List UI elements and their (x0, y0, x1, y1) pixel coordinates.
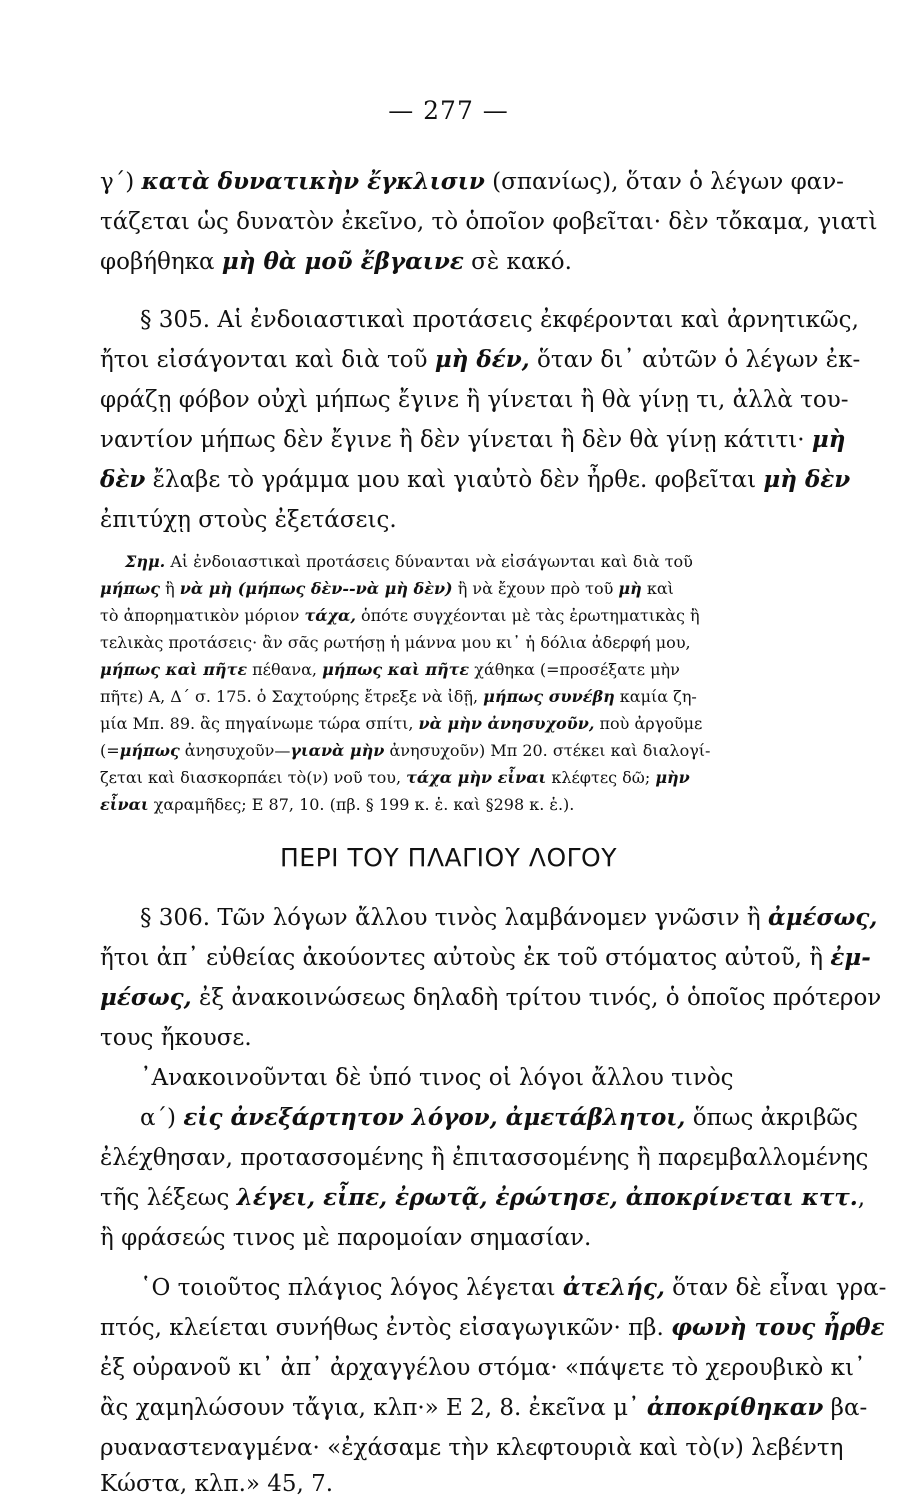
text-line (100, 1388, 868, 1428)
emphasis: μήπως καὶ πῆτε (100, 660, 248, 679)
text-run: ὅταν δι᾽ αὐτῶν ὁ λέγων ἐκ- (529, 347, 861, 373)
text-line: φράζῃ φόβον οὐχὶ μήπως ἔγινε ἢ γίνεται ἢ θὰ γίνῃ τι, ἀλλὰ του- (100, 387, 849, 413)
text-line (100, 1308, 885, 1348)
emphasis: μὴν (655, 768, 690, 787)
text-run: γ΄) (100, 169, 142, 195)
text-line (100, 420, 846, 460)
text-run: , (857, 1185, 866, 1211)
text-run: πέθανα, (247, 660, 323, 679)
text-run: § 306. Τῶν λόγων ἄλλου τινὸς λαμβάνομεν γνῶσιν ἢ (140, 905, 768, 931)
note-line (100, 658, 837, 682)
emphasis: μήπως (100, 579, 161, 598)
emphasis: γιανὰ μὴν (290, 741, 385, 760)
emphasis: τάχα, (304, 606, 356, 625)
emphasis: μὴ δὲν (763, 466, 851, 493)
emphasis: ἐμ- (830, 944, 871, 971)
text-run: (σπανίως), ὅταν ὁ λέγων φαν- (484, 169, 844, 195)
text-line (140, 898, 878, 938)
text-run: ὅταν δὲ εἶναι γρα- (664, 1275, 887, 1301)
note-line (125, 550, 837, 574)
emphasis: μὴ θὰ μοῦ ἔβγαινε (221, 248, 464, 275)
text-run: ἢ (160, 579, 180, 598)
emphasis: λέγει, εἶπε, ἐρωτᾷ, ἐρώτησε, ἀποκρίνεται κττ. (236, 1184, 858, 1211)
text-run: ἢ νὰ ἔχουν πρὸ τοῦ (452, 579, 619, 598)
note-line (100, 685, 837, 709)
text-run: χαραμῆδες; Ε 87, 10. (πβ. § 199 κ. ἑ. καὶ §298 κ. ἑ.). (148, 795, 575, 814)
text-run: α΄) (140, 1105, 184, 1131)
text-run: ναντίον μήπως δὲν ἔγινε ἢ δὲν γίνεται ἢ δὲν θὰ γίνῃ κάτιτι· (100, 427, 812, 453)
text-line (100, 242, 837, 282)
text-line: τάζεται ὡς δυνατὸν ἐκεῖνο, τὸ ὁποῖον φοβεῖται· δὲν τὄκαμα, γιατὶ (100, 209, 878, 235)
text-line (140, 1268, 887, 1308)
text-run: ἀνησυχοῦν) Μπ 20. στέκει καὶ διαλογί- (384, 741, 711, 760)
text-line: ἐλέχθησαν, προτασσομένης ἢ ἐπιτασσομένης ἢ παρεμβαλλομένης (100, 1145, 869, 1171)
text-line: § 305. Αἱ ἐνδοιαστικαὶ προτάσεις ἐκφέρονται καὶ ἀρνητικῶς, (140, 307, 859, 333)
text-run: ὅπως ἀκριβῶς (685, 1105, 859, 1131)
emphasis: μήπως καὶ πῆτε (322, 660, 470, 679)
emphasis: μήπως συνέβη (483, 687, 615, 706)
text-run: κλέφτες δῶ; (546, 768, 656, 787)
text-run: χάθηκα (=προσέξατε μὴν (469, 660, 680, 679)
emphasis: μὴ (618, 579, 642, 598)
text-run: ἔλαβε τὸ γράμμα μου καὶ γιαὐτὸ δὲν ἦρθε. φοβεῖται (145, 467, 764, 493)
note-line (100, 793, 837, 817)
text-run: Αἱ ἐνδοιαστικαὶ προτάσεις δύνανται νὰ εἰσάγωνται καὶ διὰ τοῦ (165, 552, 693, 571)
emphasis: Σημ. (125, 552, 166, 571)
text-run: ῾Ο τοιοῦτος πλάγιος λόγος λέγεται (140, 1275, 563, 1301)
emphasis: νὰ μὴν ἀνησυχοῦν, (418, 714, 595, 733)
emphasis: ἀμέσως, (768, 904, 878, 931)
note-line: τελικὰς προτάσεις· ἂν σᾶς ρωτήσῃ ἡ μάννα μου κι᾽ ἡ δόλια ἀδερφή μου, (100, 633, 691, 652)
emphasis: δὲν (100, 466, 146, 493)
text-line (140, 1098, 859, 1138)
note-line (100, 766, 837, 790)
text-run: ἐξ ἀνακοινώσεως δηλαδὴ τρίτου τινός, ὁ ὁποῖος πρότερον (191, 985, 882, 1011)
emphasis: νὰ μὴ (μήπως δὲν--νὰ μὴ δὲν) (179, 579, 453, 598)
text-line (100, 978, 882, 1018)
text-line (100, 1178, 866, 1218)
note-line (100, 712, 837, 736)
text-line: τους ἤκουσε. (100, 1025, 252, 1051)
emphasis: εἰς ἀνεξάρτητον λόγον, ἀμετάβλητοι, (183, 1104, 686, 1131)
emphasis: ἀτελής, (562, 1274, 665, 1301)
text-run: ἂς χαμηλώσουν τἄγια, κλπ·» Ε 2, 8. ἐκεῖνα μ᾽ (100, 1395, 647, 1421)
note-line (100, 577, 837, 601)
emphasis: εἶναι (100, 795, 149, 814)
text-line: Κώστα, κλπ.» 45, 7. (100, 1471, 334, 1497)
text-run: ὁπότε συγχέονται μὲ τὰς ἐρωτηματικὰς ἢ (355, 606, 700, 625)
text-line (100, 460, 851, 500)
text-line: ᾿Ανακοινοῦνται δὲ ὑπό τινος οἱ λόγοι ἄλλου τινὸς (140, 1065, 734, 1091)
text-run: βα- (823, 1395, 868, 1421)
text-run: φοβήθηκα (100, 249, 222, 275)
text-line (100, 938, 871, 978)
text-line (100, 340, 861, 380)
text-run: σὲ κακό. (463, 249, 572, 275)
emphasis: μὴ δέν, (434, 346, 530, 373)
text-line: ἐξ οὐρανοῦ κι᾽ ἀπ᾽ ἀρχαγγέλου στόμα· «πάψετε τὸ χερουβικὸ κι᾽ (100, 1355, 866, 1381)
text-line: ἐπιτύχῃ στοὺς ἐξετάσεις. (100, 507, 397, 533)
text-run: πτός, κλείεται συνήθως ἐντὸς εἰσαγωγικῶν· πβ. (100, 1315, 672, 1341)
emphasis: φωνὴ τους ἦρθε (671, 1314, 885, 1341)
text-run: καὶ (641, 579, 674, 598)
note-line (100, 739, 837, 763)
text-line (100, 162, 844, 202)
emphasis: μέσως, (100, 984, 192, 1011)
text-run: ἤτοι ἀπ᾽ εὐθείας ἀκούοντες αὐτοὺς ἐκ τοῦ στόματος αὐτοῦ, ἢ (100, 945, 831, 971)
emphasis: μήπως (119, 741, 180, 760)
note-line (100, 604, 837, 628)
page-number: — 277 — (388, 96, 509, 125)
text-run: καμία ζη- (614, 687, 697, 706)
emphasis: ἀποκρίθηκαν (646, 1394, 824, 1421)
text-line: ἢ φράσεώς τινος μὲ παρομοίαν σημασίαν. (100, 1225, 592, 1251)
emphasis: κατὰ δυνατικὴν ἔγκλισιν (141, 168, 485, 195)
text-run: ποὺ ἀργοῦμε (594, 714, 703, 733)
text-run: (= (100, 741, 120, 760)
section-heading: ΠΕΡΙ ΤΟΥ ΠΛΑΓΙΟΥ ΛΟΓΟΥ (279, 843, 617, 872)
emphasis: τάχα μὴν εἶναι (406, 768, 547, 787)
text-run: μία Μπ. 89. ἂς πηγαίνωμε τώρα σπίτι, (100, 714, 419, 733)
text-run: ἀνησυχοῦν— (179, 741, 291, 760)
text-run: ζεται καὶ διασκορπάει τὸ(ν) νοῦ του, (100, 768, 407, 787)
text-run: ἤτοι εἰσάγονται καὶ διὰ τοῦ (100, 347, 435, 373)
emphasis: μὴ (811, 426, 846, 453)
text-run: πῆτε) Α, Δ΄ σ. 175. ὁ Σαχτούρης ἔτρεξε νὰ ἰδῇ, (100, 687, 484, 706)
text-run: τῆς λέξεως (100, 1185, 237, 1211)
text-run: τὸ ἀπορηματικὸν μόριον (100, 606, 305, 625)
text-line: ρυαναστεναγμένα· «ἐχάσαμε τὴν κλεφτουριὰ καὶ τὸ(ν) λεβέντη (100, 1435, 844, 1461)
